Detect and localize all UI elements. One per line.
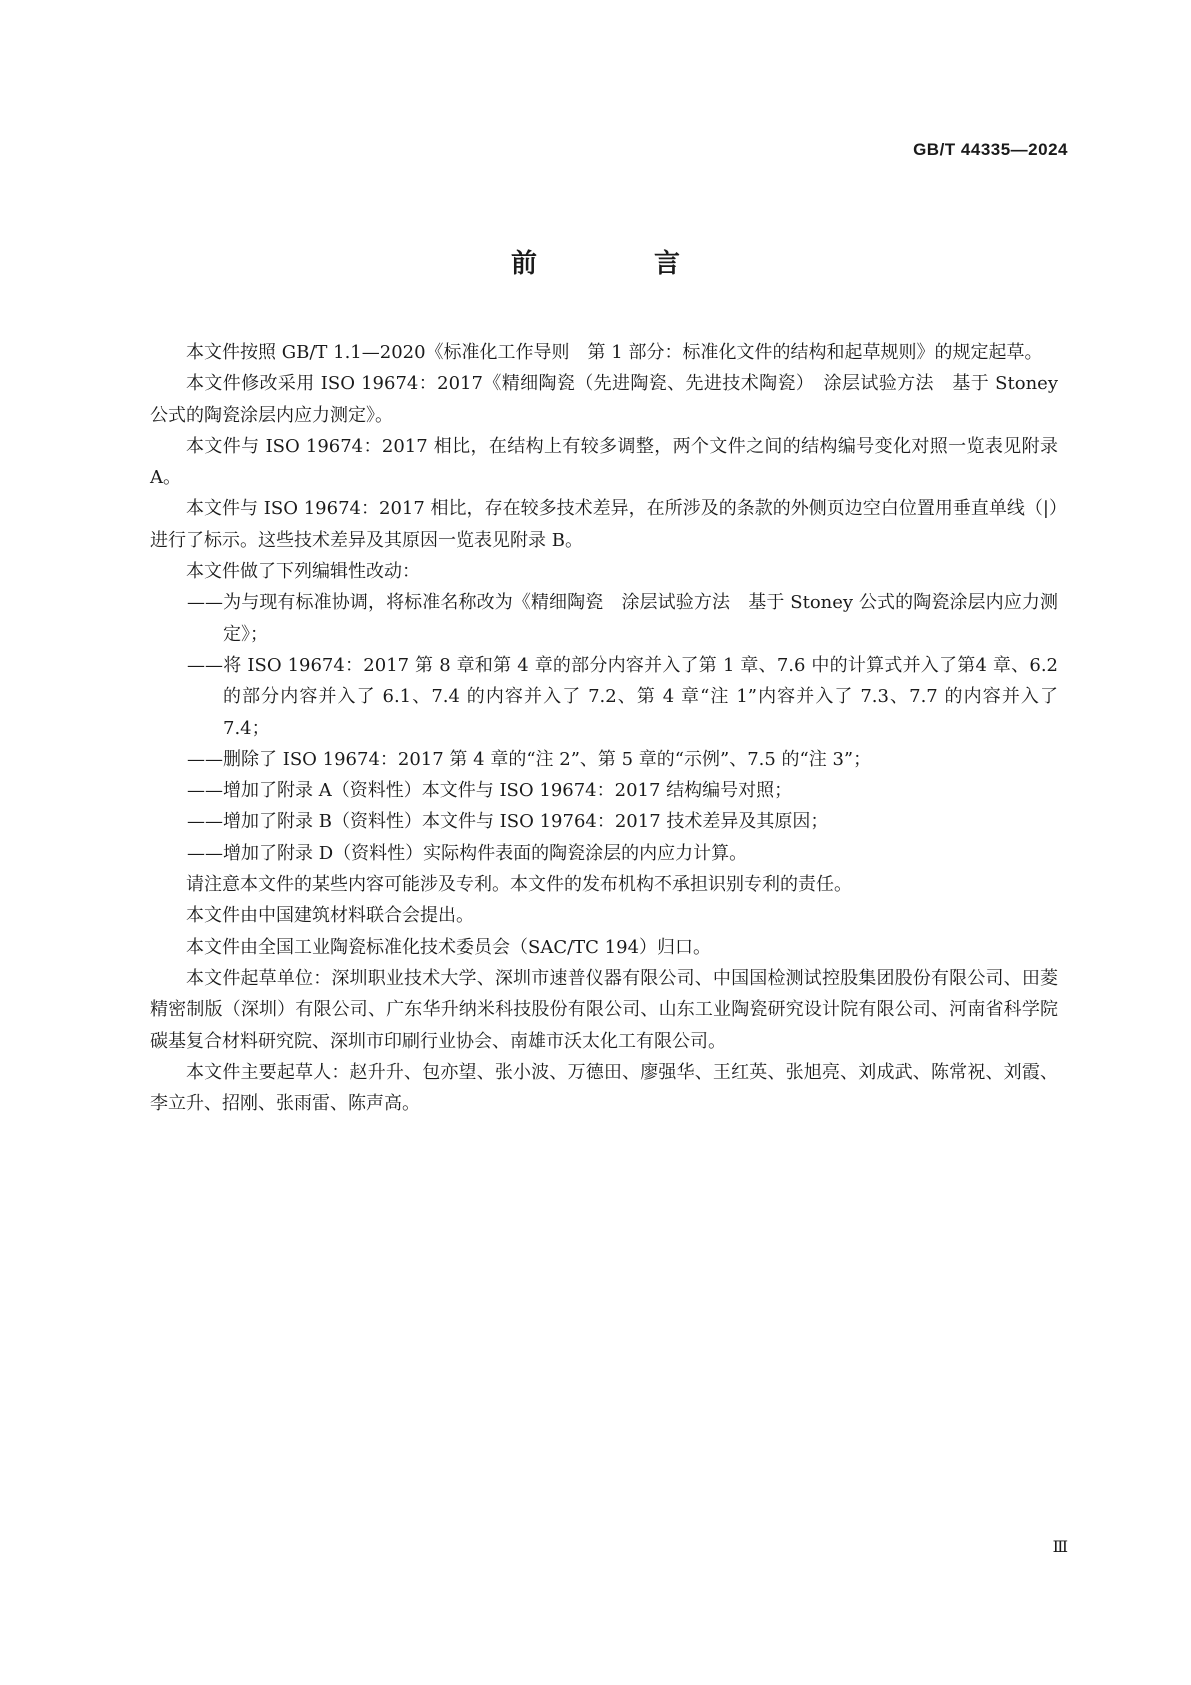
paragraph-drafters: 本文件主要起草人：赵升升、包亦望、张小波、万德田、廖强华、王红英、张旭亮、刘成武、陈常祝、刘霞、李立升、招刚、张雨雷、陈声高。 xyxy=(150,1061,1058,1115)
foreword-body xyxy=(150,337,1058,1119)
paragraph-patent-notice: 请注意本文件的某些内容可能涉及专利。本文件的发布机构不承担识别专利的责任。 xyxy=(186,874,852,896)
list-item: ——增加了附录 B（资料性）本文件与 ISO 19764：2017 技术差异及其原因； xyxy=(187,811,829,833)
paragraph-drafting-units: 本文件起草单位：深圳职业技术大学、深圳市速普仪器有限公司、中国国检测试控股集团股份有限公司、田菱精密制版（深圳）有限公司、广东华升纳米科技股份有限公司、山东工业陶瓷研究设计院有限公司、河南省科学院碳基复合材料研究院、深圳市印刷行业协会、南雄市沃太化工有限公司。 xyxy=(150,967,1058,1052)
list-item: ——删除了 ISO 19674：2017 第 4 章的“注 2”、第 5 章的“示例”、7.5 的“注 3”； xyxy=(187,748,872,770)
paragraph-committee: 本文件由全国工业陶瓷标准化技术委员会（SAC/TC 194）归口。 xyxy=(186,936,712,958)
page-title: 前 言 xyxy=(510,249,735,279)
paragraph-drafting-rules: 本文件按照 GB/T 1.1—2020《标准化工作导则 第 1 部分：标准化文件的结构和起草规则》的规定起草。 xyxy=(186,342,1043,363)
paragraph-editorial-intro: 本文件做了下列编辑性改动： xyxy=(186,561,420,583)
list-item: ——增加了附录 A（资料性）本文件与 ISO 19674：2017 结构编号对照； xyxy=(187,780,793,802)
list-item: ——将 ISO 19674：2017 第 8 章和第 4 章的部分内容并入了第 1 章、7.6 中的计算式并入了第4 章、6.2 的部分内容并入了 6.1、7.4 的内容并入了 7.2、第 4 章“注 1”内容并入了 7.3、7.7 的内容并入了 7.4； xyxy=(187,654,1058,739)
paragraph-structure-changes: 本文件与 ISO 19674：2017 相比，在结构上有较多调整，两个文件之间的结构编号变化对照一览表见附录 A。 xyxy=(150,435,1058,489)
standard-code: GB/T 44335—2024 xyxy=(913,140,1068,159)
paragraph-adoption: 本文件修改采用 ISO 19674：2017《精细陶瓷（先进陶瓷、先进技术陶瓷） 涂层试验方法 基于 Stoney 公式的陶瓷涂层内应力测定》。 xyxy=(150,373,1058,426)
list-item: ——增加了附录 D（资料性）实际构件表面的陶瓷涂层的内应力计算。 xyxy=(187,842,748,864)
paragraph-technical-differences: 本文件与 ISO 19674：2017 相比，存在较多技术差异，在所涉及的条款的外侧页边空白位置用垂直单线（|）进行了标示。这些技术差异及其原因一览表见附录 B。 xyxy=(150,498,1058,551)
list-item: ——为与现有标准协调，将标准名称改为《精细陶瓷 涂层试验方法 基于 Stoney 公式的陶瓷涂层内应力测定》； xyxy=(187,592,1058,645)
page-number: Ⅲ xyxy=(1052,1537,1068,1556)
paragraph-proposer: 本文件由中国建筑材料联合会提出。 xyxy=(186,905,474,927)
